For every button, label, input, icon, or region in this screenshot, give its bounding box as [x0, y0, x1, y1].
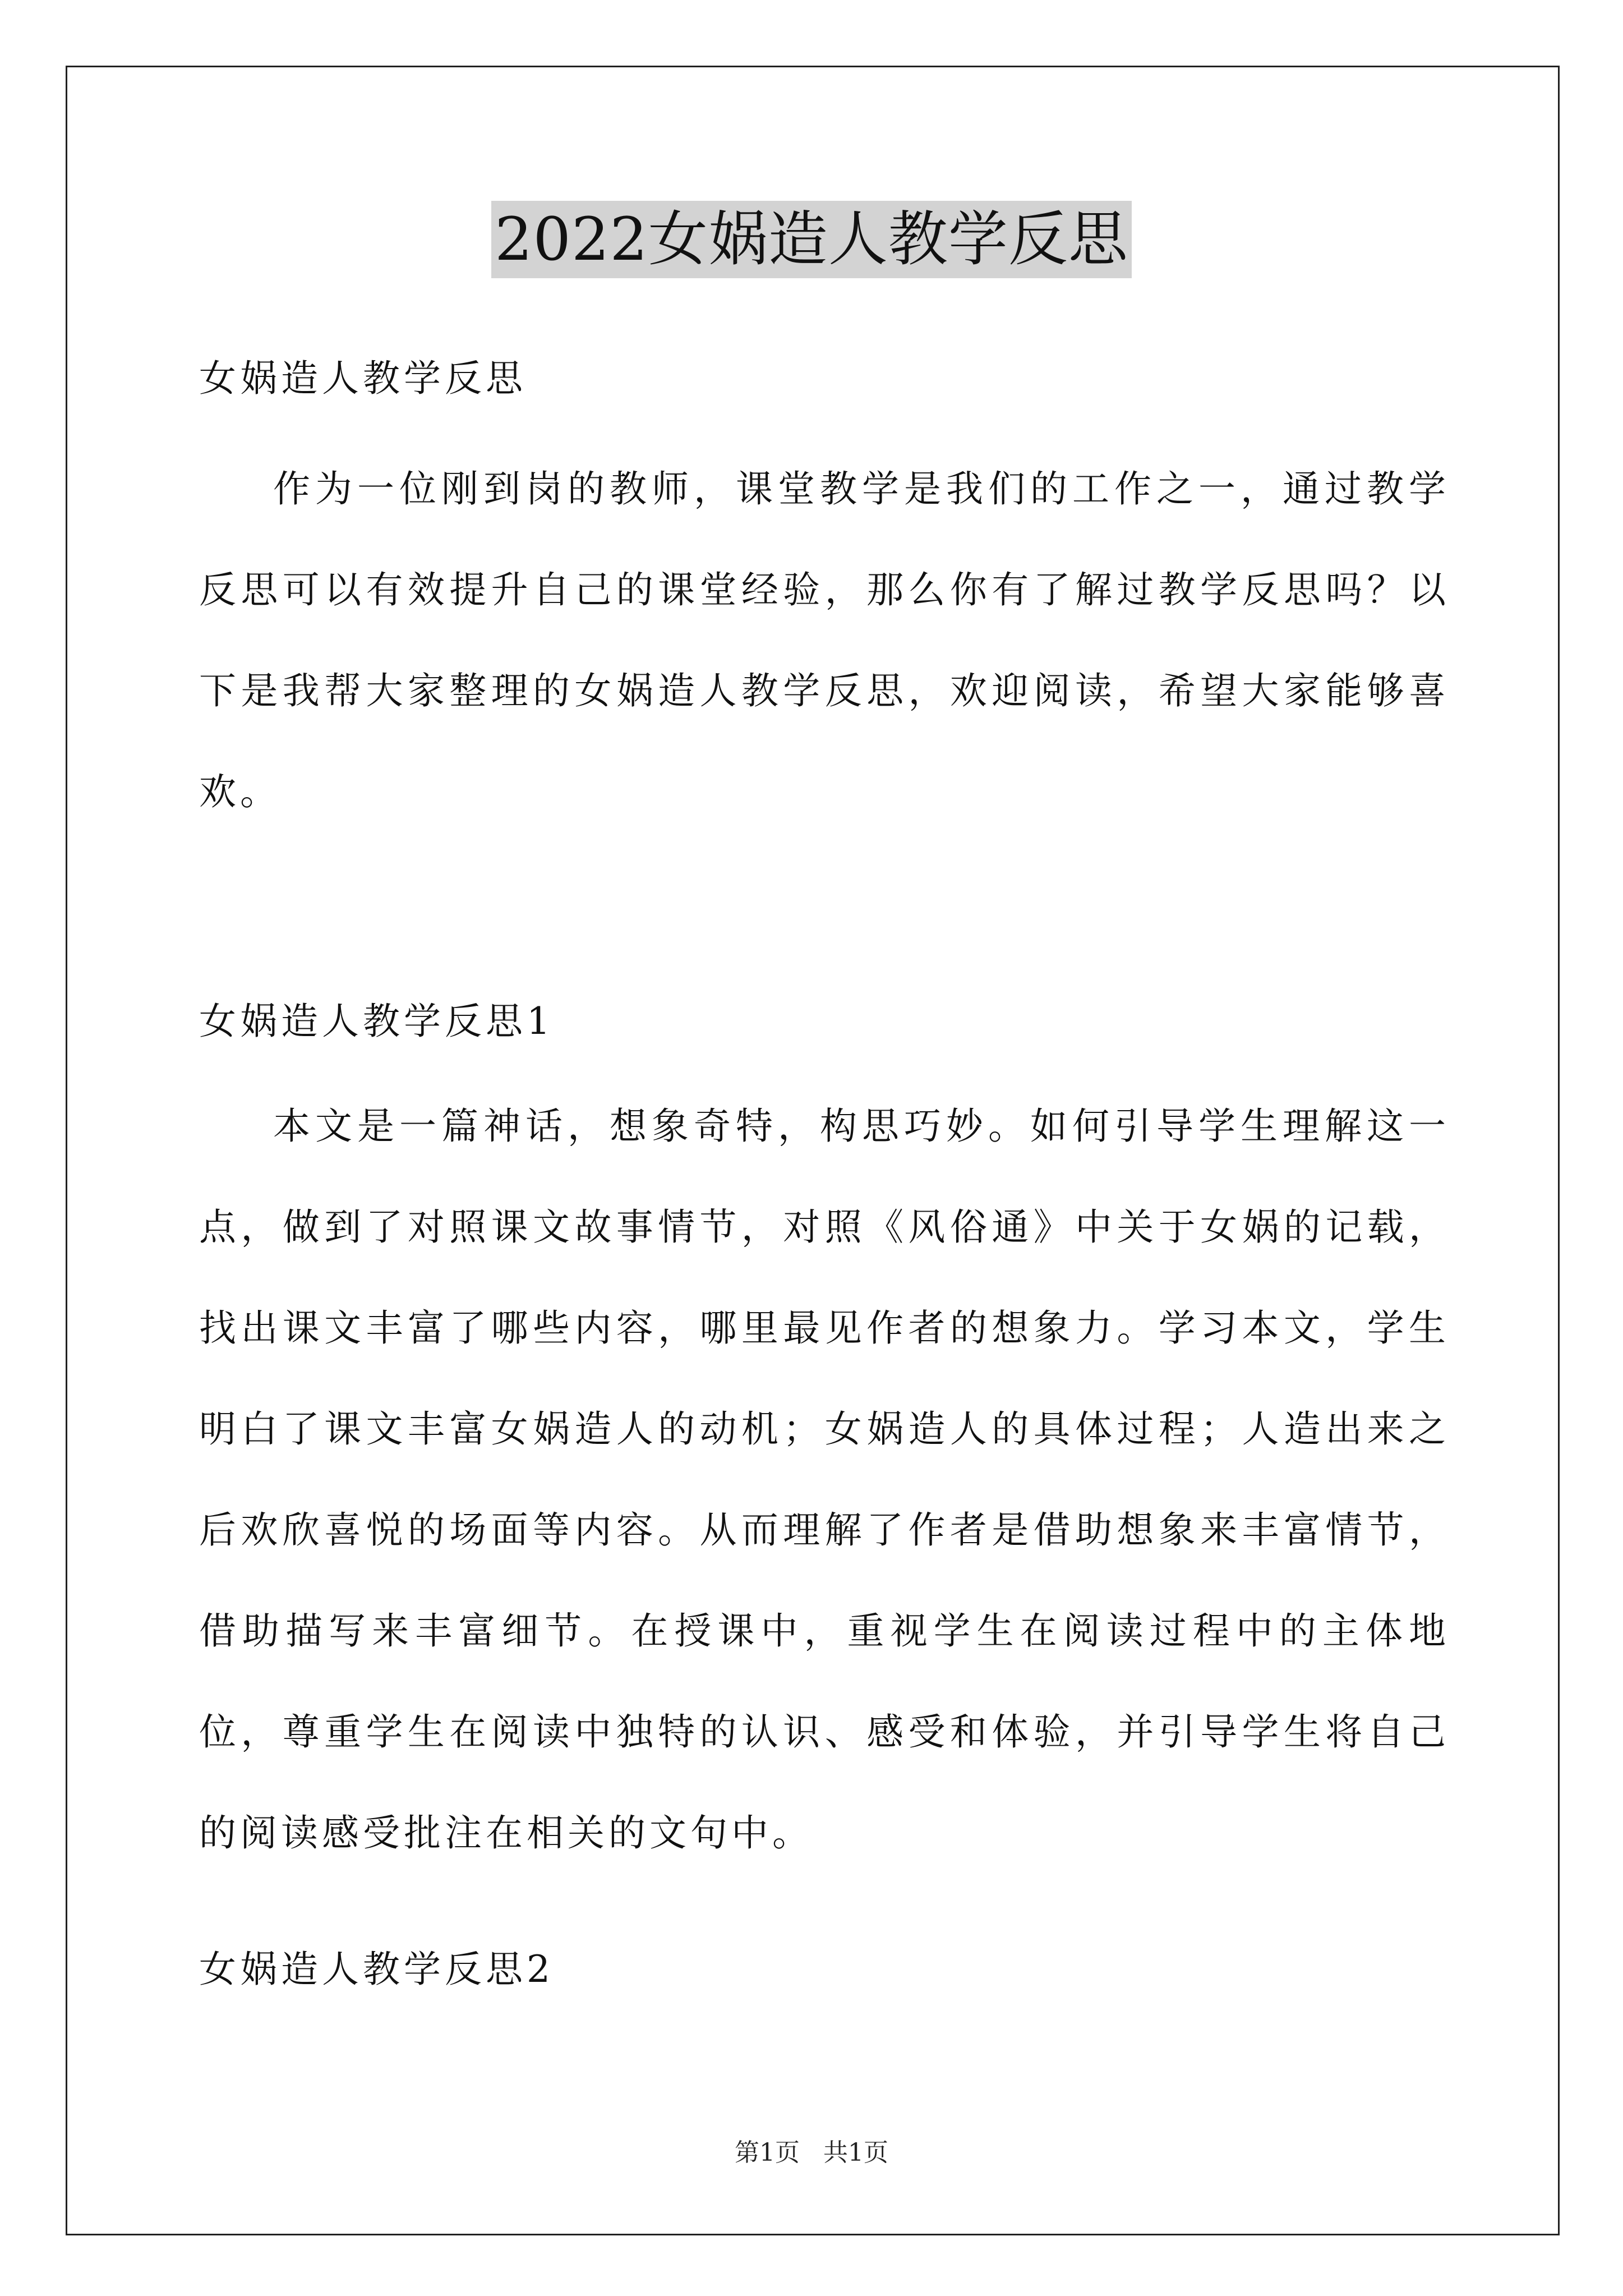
- section-1-paragraph: 本文是一篇神话，想象奇特，构思巧妙。如何引导学生理解这一点，做到了对照课文故事情节，对照《风俗通》中关于女娲的记载，找出课文丰富了哪些内容，哪里最见作者的想象力。学习本文，学生明白了课文丰富女娲造人的动机；女娲造人的具体过程；人造出来之后欢欣喜悦的场面等内容。从而理解了作者是借助想象来丰富情节，借助描写来丰富细节。在授课中，重视学生在阅读过程中的主体地位，尊重学生在阅读中独特的认识、感受和体验，并引导学生将自己的阅读感受批注在相关的文句中。: [199, 1105, 1450, 1855]
- section-2-heading: 女娲造人教学反思2: [199, 1948, 554, 1991]
- intro-heading: 女娲造人教学反思: [199, 357, 527, 400]
- section-1-heading: 女娲造人教学反思1: [199, 1000, 554, 1043]
- intro-paragraph: 作为一位刚到岗的教师，课堂教学是我们的工作之一，通过教学反思可以有效提升自己的课堂经验，那么你有了解过教学反思吗？以下是我帮大家整理的女娲造人教学反思，欢迎阅读，希望大家能够喜欢。: [199, 467, 1450, 813]
- page-number-footer: 第1页 共1页: [735, 2138, 888, 2167]
- document-title: 2022女娲造人教学反思: [491, 201, 1132, 278]
- title-container: [0, 201, 1623, 278]
